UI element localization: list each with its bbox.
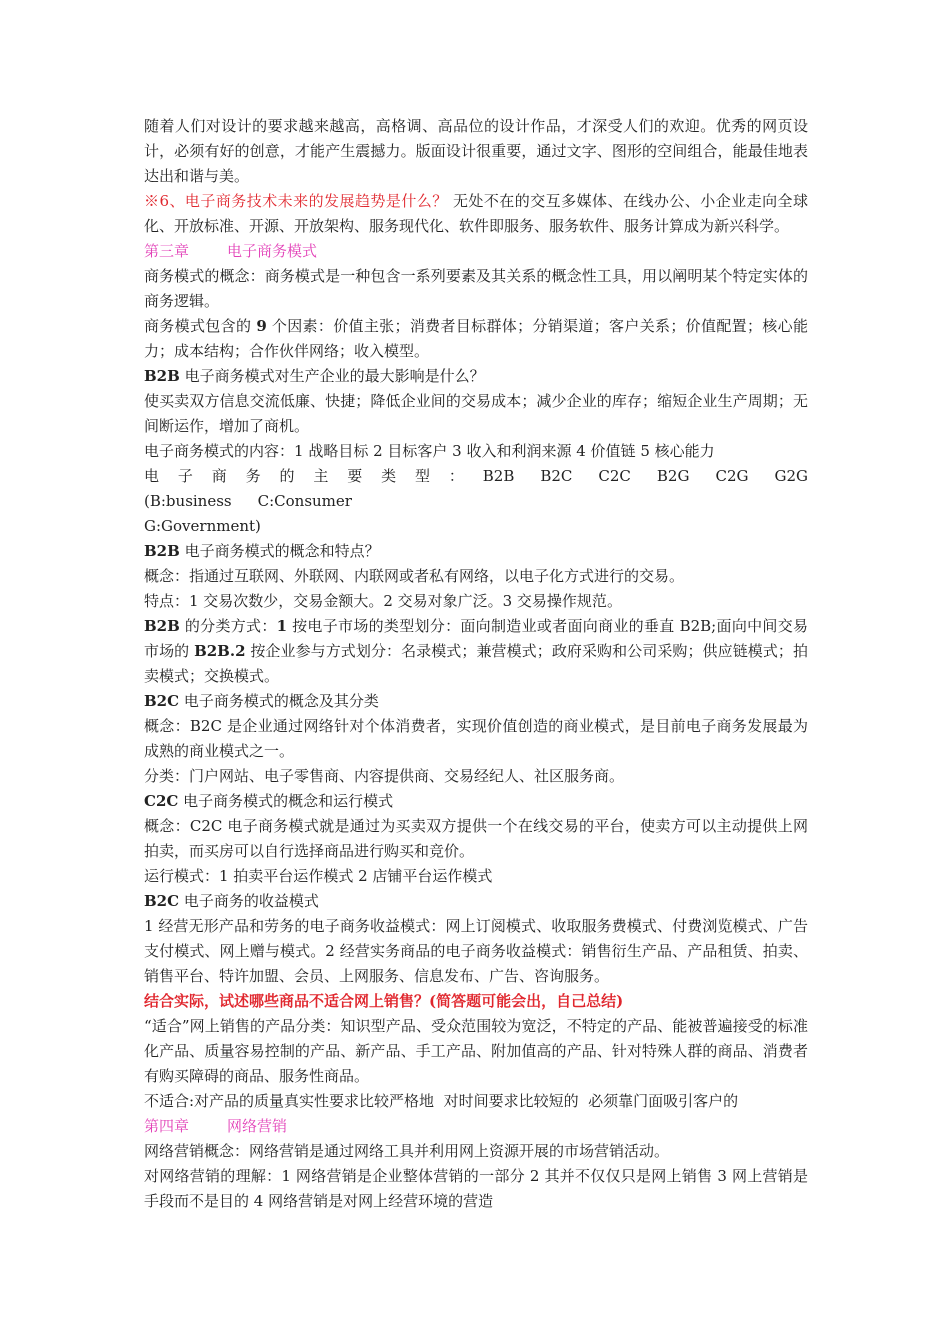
- ec-main-types: 电子商务的主要类型：B2B B2C C2C B2G C2G G2G (B:business C:Consumer G:Government): [144, 467, 808, 535]
- c2c-operation-mode: 运行模式：1 拍卖平台运作模式 2 店铺平台运作模式: [144, 867, 493, 885]
- b2c-revenue-heading: B2C 电子商务的收益模式: [144, 892, 319, 910]
- question-6-title: ※6、电子商务技术未来的发展趋势是什么？: [144, 192, 448, 210]
- b2c-heading: B2C 电子商务模式的概念及其分类: [144, 692, 379, 710]
- b2b-question-impact: B2B 电子商务模式对生产企业的最大影响是什么？: [144, 367, 485, 385]
- b2b-features: 特点：1 交易次数少，交易金额大。2 交易对象广泛。3 交易操作规范。: [144, 592, 622, 610]
- b2c-classification: 分类：门户网站、电子零售商、内容提供商、交易经纪人、社区服务商。: [144, 767, 625, 785]
- b2b-answer-impact: 使买卖双方信息交流低廉、快捷；降低企业间的交易成本；减少企业的库存；缩短企业生产周期；无间断运作，增加了商机。: [144, 392, 808, 435]
- b2c-concept: 概念：B2C 是企业通过网络针对个体消费者，实现价值创造的商业模式，是目前电子商务发展最为成熟的商业模式之一。: [144, 717, 808, 760]
- chapter-4-number: 第四章: [144, 1117, 190, 1135]
- unsuitable-products: 不适合:对产品的质量真实性要求比较严格地 对时间要求比较短的 必须靠门面吸引客户的: [144, 1092, 739, 1110]
- question-6-answer: 无处不在的交互多媒体、在线办公、小企业走向全球化、开放标准、开源、开放架构、服务现代化、软件即服务、服务软件、服务计算成为新兴科学。: [144, 192, 808, 235]
- c2c-heading: C2C 电子商务模式的概念和运行模式: [144, 792, 394, 810]
- suitable-products: “适合”网上销售的产品分类：知识型产品、受众范围较为宽泛，不特定的产品、能被普遍接受的标准化产品、质量容易控制的产品、新产品、手工产品、附加值高的产品、针对特殊人群的商品、消费者有购买障碍的商品、服务性商品。: [144, 1017, 808, 1085]
- ec-model-content: 电子商务模式的内容：1 战略目标 2 目标客户 3 收入和利润来源 4 价值链 5 核心能力: [144, 442, 715, 460]
- business-model-factors: 商务模式包含的 9 个因素：价值主张；消费者目标群体；分销渠道；客户关系；价值配置；核心能力；成本结构；合作伙伴网络；收入模型。: [144, 317, 808, 360]
- b2c-revenue-models: 1 经营无形产品和劳务的电子商务收益模式：网上订阅模式、收取服务费模式、付费浏览模式、广告支付模式、网上赠与模式。2 经营实务商品的电子商务收益模式：销售衍生产品、产品租赁、拍卖、销售平台、特许加盟、会员、上网服务、信息发布、广告、咨询服务。: [144, 917, 808, 985]
- network-marketing-understanding: 对网络营销的理解：1 网络营销是企业整体营销的一部分 2 其并不仅仅只是网上销售 3 网上营销是手段而不是目的 4 网络营销是对网上经营环境的营造: [144, 1167, 808, 1210]
- b2b-classification: B2B 的分类方式：1 按电子市场的类型划分：面向制造业或者面向商业的垂直 B2B;面向中间交易市场的 B2B.2 按企业参与方式划分：名录模式；兼营模式；政府采购和公司采购；供应链模式；拍卖模式；交换模式。: [144, 617, 808, 685]
- chapter-3-heading: [144, 239, 808, 264]
- business-model-concept: 商务模式的概念：商务模式是一种包含一系列要素及其关系的概念性工具，用以阐明某个特定实体的商务逻辑。: [144, 267, 808, 310]
- network-marketing-concept: 网络营销概念：网络营销是通过网络工具并利用网上资源开展的市场营销活动。: [144, 1142, 670, 1160]
- chapter-4-heading: [144, 1114, 808, 1139]
- paragraph-web-design: 随着人们对设计的要求越来越高，高格调、高品位的设计作品，才深受人们的欢迎。优秀的网页设计，必须有好的创意，才能产生震撼力。版面设计很重要，通过文字、图形的空间组合，能最佳地表达出和谐与美。: [144, 117, 808, 185]
- b2b-question-concept: B2B 电子商务模式的概念和特点？: [144, 542, 380, 560]
- question-6: [144, 189, 808, 239]
- question-unsuitable-goods: 结合实际，试述哪些商品不适合网上销售？(简答题可能会出，自己总结): [144, 992, 624, 1010]
- chapter-3-title: 电子商务模式: [227, 242, 318, 260]
- chapter-3-number: 第三章: [144, 242, 190, 260]
- document-page: [144, 114, 808, 1214]
- chapter-4-title: 网络营销: [227, 1117, 288, 1135]
- c2c-concept: 概念：C2C 电子商务模式就是通过为买卖双方提供一个在线交易的平台，使卖方可以主动提供上网拍卖，而买房可以自行选择商品进行购买和竞价。: [144, 817, 808, 860]
- b2b-concept: 概念：指通过互联网、外联网、内联网或者私有网络，以电子化方式进行的交易。: [144, 567, 685, 585]
